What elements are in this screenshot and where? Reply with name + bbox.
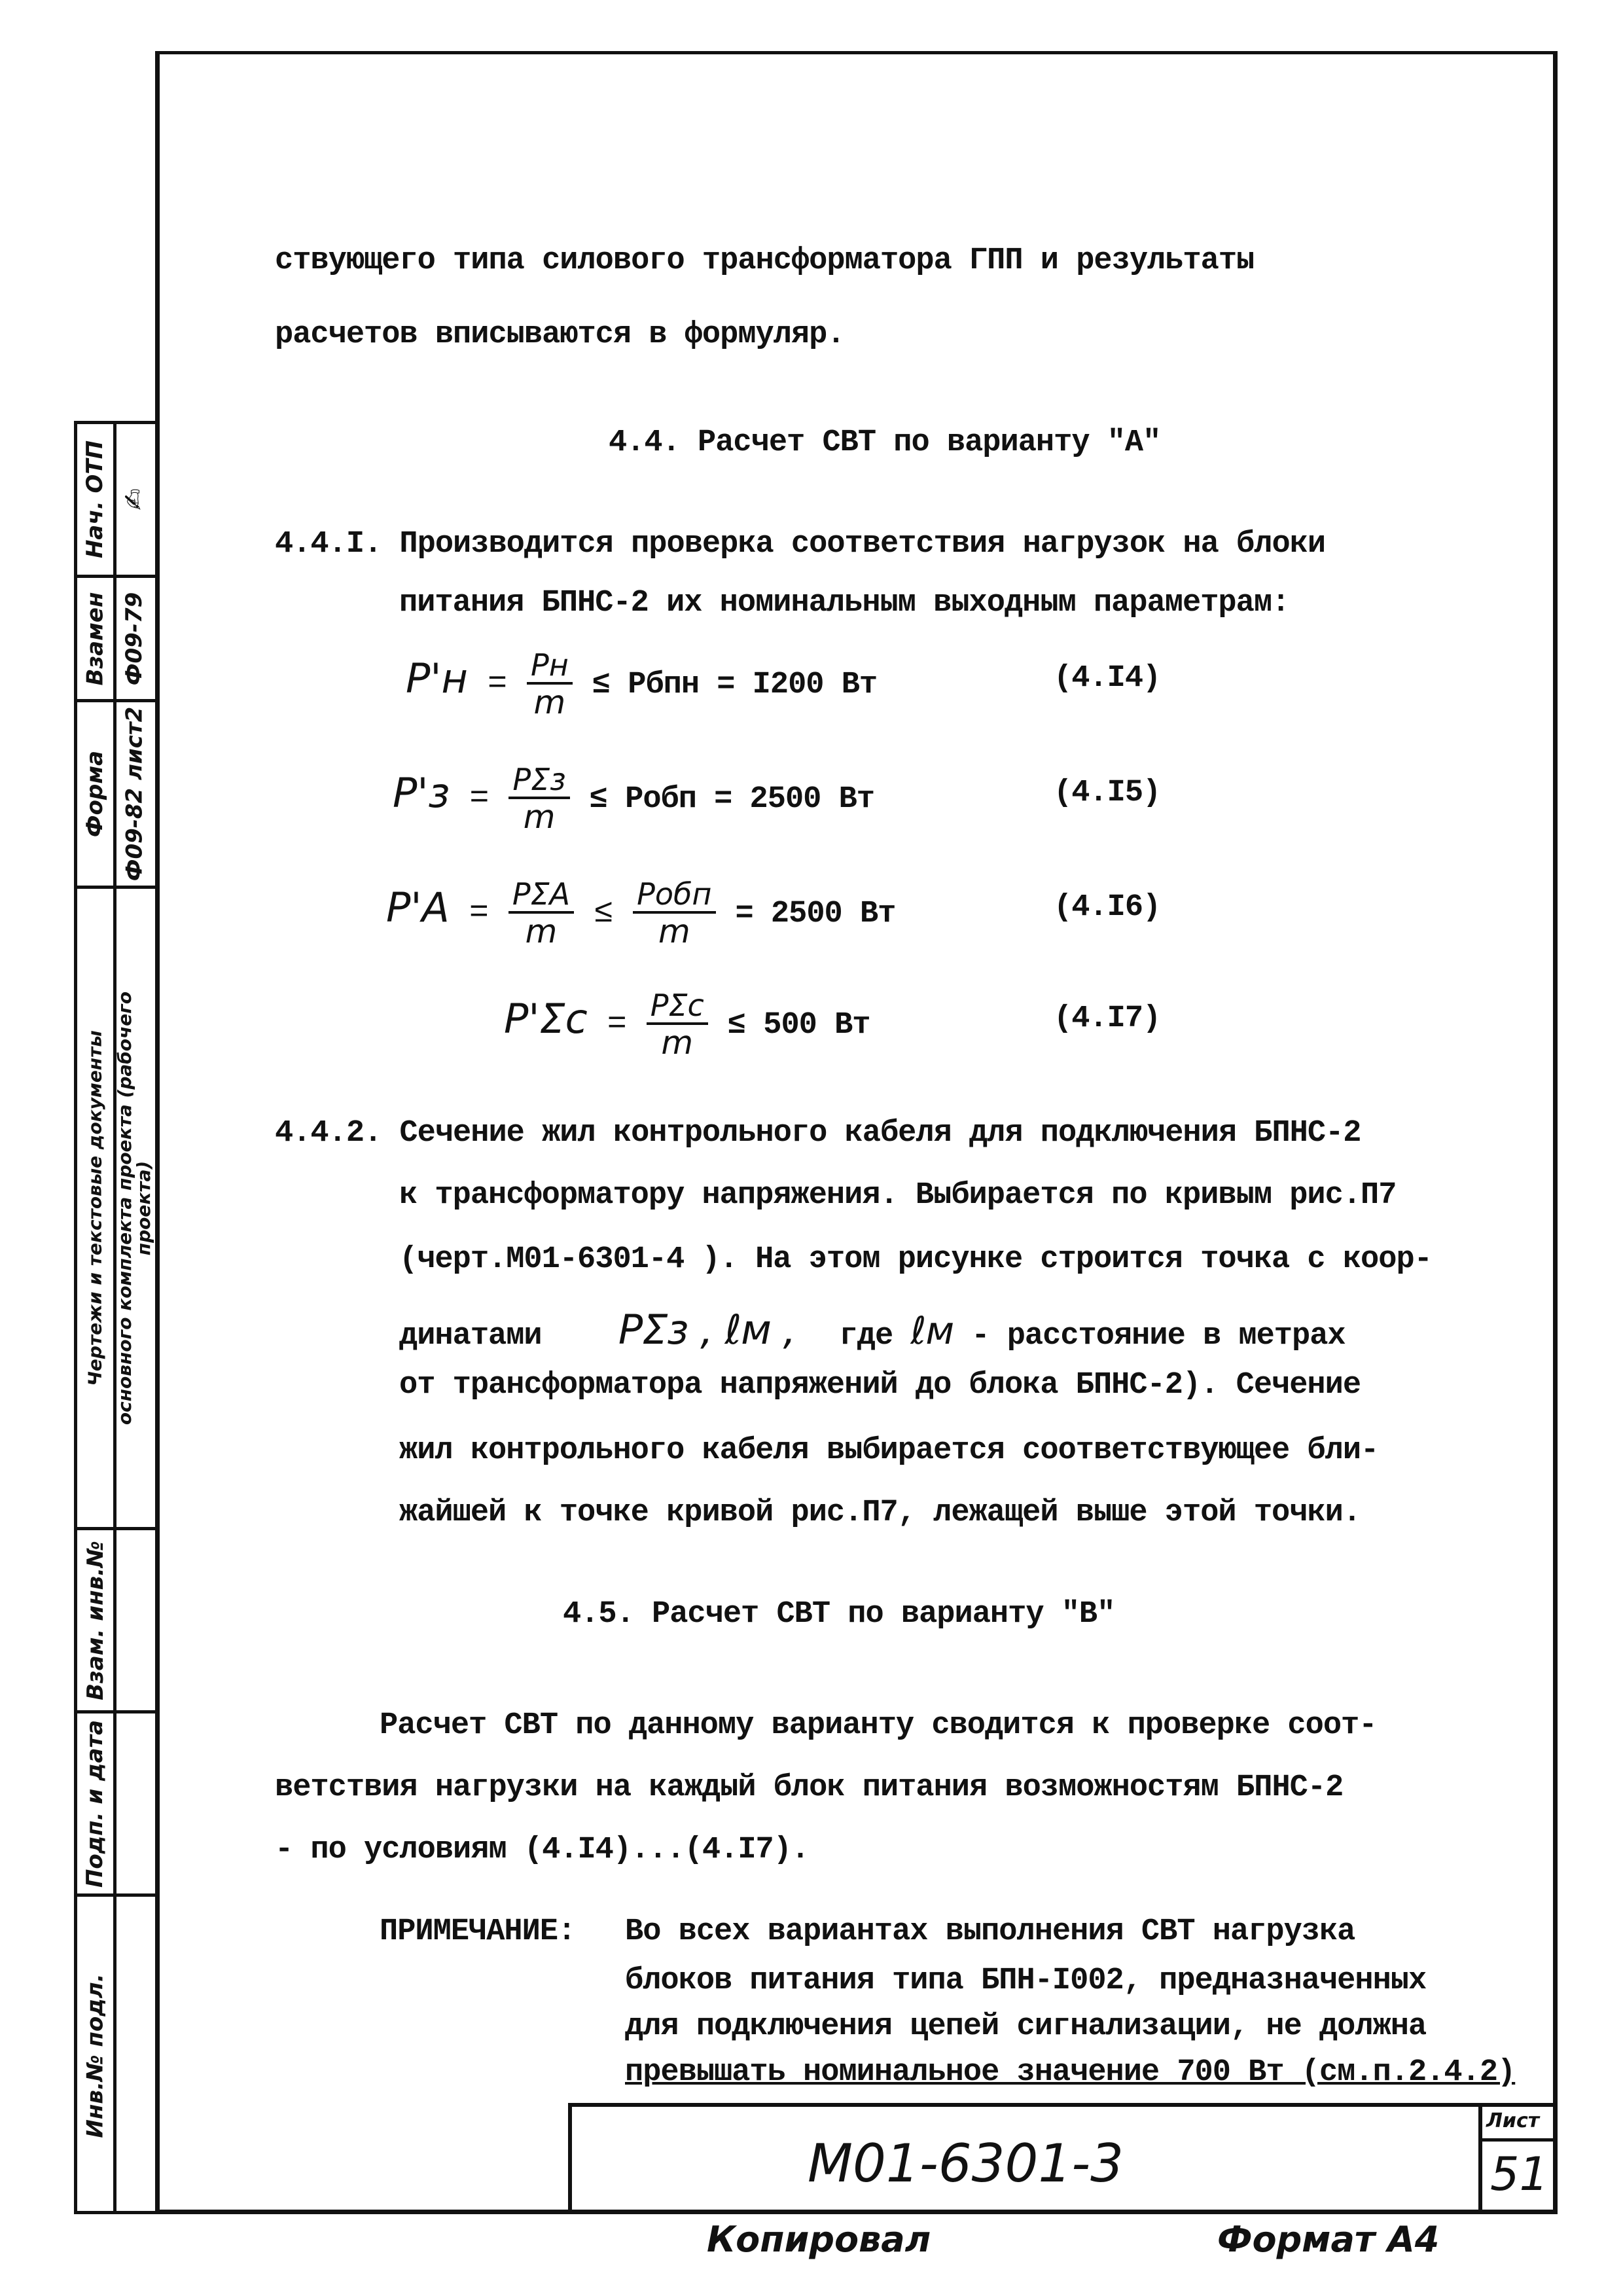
formula-lhs: P'A xyxy=(386,884,450,932)
formula-lhs: P'н xyxy=(406,655,468,703)
formula-4-15: P'з = $\frac{\text{PΣз}}{m}$ ≤ Pобп = 2500 Вт (4.I5) xyxy=(393,762,1161,836)
note-line-2: блоков питания типа БПН-I002, предназначенных xyxy=(625,1964,1427,1998)
section-heading-4-4: 4.4. Расчет СВТ по варианту "А" xyxy=(609,425,1161,460)
text: динатами xyxy=(399,1319,542,1354)
numerator: PΣA xyxy=(508,877,574,914)
note-line-3: для подключения цепей сигнализации, не должна xyxy=(625,2009,1427,2044)
stamp-row-docs xyxy=(77,889,155,1530)
title-block xyxy=(568,2103,1558,2214)
formula-4-17: P'Σс = $\frac{\text{PΣс}}{m}$ ≤ 500 Вт (4.I7) xyxy=(504,988,1161,1062)
formula-ref: (4.I4) xyxy=(1054,661,1161,696)
stamp-value: основного комплекта проекта (рабочего проекта) xyxy=(114,991,154,1425)
stamp-row-inv-replace xyxy=(77,1530,155,1713)
handwritten-lm: ℓм xyxy=(910,1308,954,1353)
p45-line-3: - по условиям (4.I4)...(4.I7). xyxy=(275,1833,810,1867)
formula-lhs: P'з xyxy=(393,769,450,817)
margin-stamp xyxy=(74,421,155,2214)
note-line-1: Во всех вариантах выполнения СВТ нагрузка xyxy=(625,1914,1355,1949)
document-code: М01-6301-3 xyxy=(808,2133,1124,2194)
section-heading-4-5: 4.5. Расчет СВТ по варианту "В" xyxy=(563,1597,1115,1632)
stamp-label: Инв.№ подл. xyxy=(82,1973,109,2138)
intro-line-2: расчетов вписываются в формуляр. xyxy=(275,317,845,352)
formula-rhs: ≤ Pбпн = I200 Вт xyxy=(592,668,878,703)
stamp-label: Взам. инв.№ xyxy=(82,1540,109,1700)
numerator: PΣз xyxy=(508,762,569,799)
stamp-label: Нач. ОТП xyxy=(82,440,109,559)
text: - расстояние в метрах xyxy=(971,1319,1346,1354)
formula-ref: (4.I6) xyxy=(1054,890,1161,925)
p45-line-2: ветствия нагрузки на каждый блок питания возможностям БПНС-2 xyxy=(275,1770,1344,1805)
numerator: Pн xyxy=(527,648,573,685)
p442-line-1: 4.4.2. Сечение жил контрольного кабеля для подключения БПНС-2 xyxy=(275,1116,1361,1151)
stamp-row-head xyxy=(77,424,155,578)
formula-4-16: P'A = $\frac{\text{PΣA}}{m}$ ≤ $\frac{\text{Pобп}}{m}$ = 2500 Вт (4.I6) xyxy=(386,876,1161,950)
stamp-label: Взамен xyxy=(82,592,109,685)
intro-line-1: ствующего типа силового трансформатора ГПП и результаты xyxy=(275,243,1255,278)
signature-icon: ✍ xyxy=(118,488,149,511)
formula-rhs: ≤ Pобп = 2500 Вт xyxy=(589,782,874,817)
p442-line-7: жайшей к точке кривой рис.П7, лежащей выше этой точки. xyxy=(399,1496,1361,1530)
numerator: Pобп xyxy=(633,877,715,914)
formula-rhs: = 2500 Вт xyxy=(735,897,896,932)
p442-line-2: к трансформатору напряжения. Выбирается по кривым рис.П7 xyxy=(399,1178,1397,1213)
stamp-row-form xyxy=(77,702,155,889)
stamp-label: Чертежи и текстовые документы xyxy=(84,1030,106,1386)
p442-line-6: жил контрольного кабеля выбирается соответствующее бли- xyxy=(399,1433,1379,1468)
denominator: m xyxy=(533,683,566,721)
p442-line-4 xyxy=(399,1306,1346,1354)
handwritten-coords: PΣз , ℓм , xyxy=(618,1306,796,1354)
p442-line-3: (черт.М01-6301-4 ). На этом рисунке строится точка с коор- xyxy=(399,1242,1432,1277)
sheet-label: Лист xyxy=(1486,2109,1540,2132)
copied-by-label: Копировал xyxy=(707,2219,931,2260)
sheet-box xyxy=(1478,2107,1558,2214)
note-line-4: превышать номинальное значение 700 Вт (см.п.2.4.2) xyxy=(625,2055,1516,2090)
denominator: m xyxy=(525,912,558,950)
sheet-number: 51 xyxy=(1490,2147,1549,2201)
format-label: Формат А4 xyxy=(1217,2219,1440,2260)
stamp-label: Форма xyxy=(82,750,109,838)
text: где xyxy=(839,1319,893,1354)
formula-ref: (4.I7) xyxy=(1054,1001,1161,1036)
p442-line-5: от трансформатора напряжений до блока БПНС-2). Сечение xyxy=(399,1368,1361,1403)
formula-4-14: P'н = $\frac{Pн}{m}$ ≤ Pбпн = I200 Вт (4.I4) xyxy=(406,647,1161,721)
p441-line-1: 4.4.I. Производится проверка соответствия нагрузок на блоки xyxy=(275,527,1326,562)
denominator: m xyxy=(658,912,690,950)
stamp-row-inv-orig xyxy=(77,1897,155,2214)
divider xyxy=(1482,2138,1558,2142)
p441-line-2: питания БПНС-2 их номинальным выходным параметрам: xyxy=(399,586,1290,620)
stamp-value: Ф09-82 лист2 xyxy=(121,706,148,882)
formula-ref: (4.I5) xyxy=(1054,776,1161,810)
stamp-row-sign-date xyxy=(77,1713,155,1897)
stamp-row-replaces xyxy=(77,578,155,702)
formula-rhs: ≤ 500 Вт xyxy=(727,1008,870,1043)
denominator: m xyxy=(523,798,556,836)
note-label: ПРИМЕЧАНИЕ: xyxy=(380,1914,576,1949)
stamp-label: Подп. и дата xyxy=(82,1719,109,1888)
numerator: PΣс xyxy=(647,988,708,1025)
p45-line-1: Расчет СВТ по данному варианту сводится к проверке соот- xyxy=(380,1708,1377,1743)
stamp-value: Ф09-79 xyxy=(121,592,147,685)
denominator: m xyxy=(661,1024,694,1062)
formula-lhs: P'Σс xyxy=(504,995,588,1043)
